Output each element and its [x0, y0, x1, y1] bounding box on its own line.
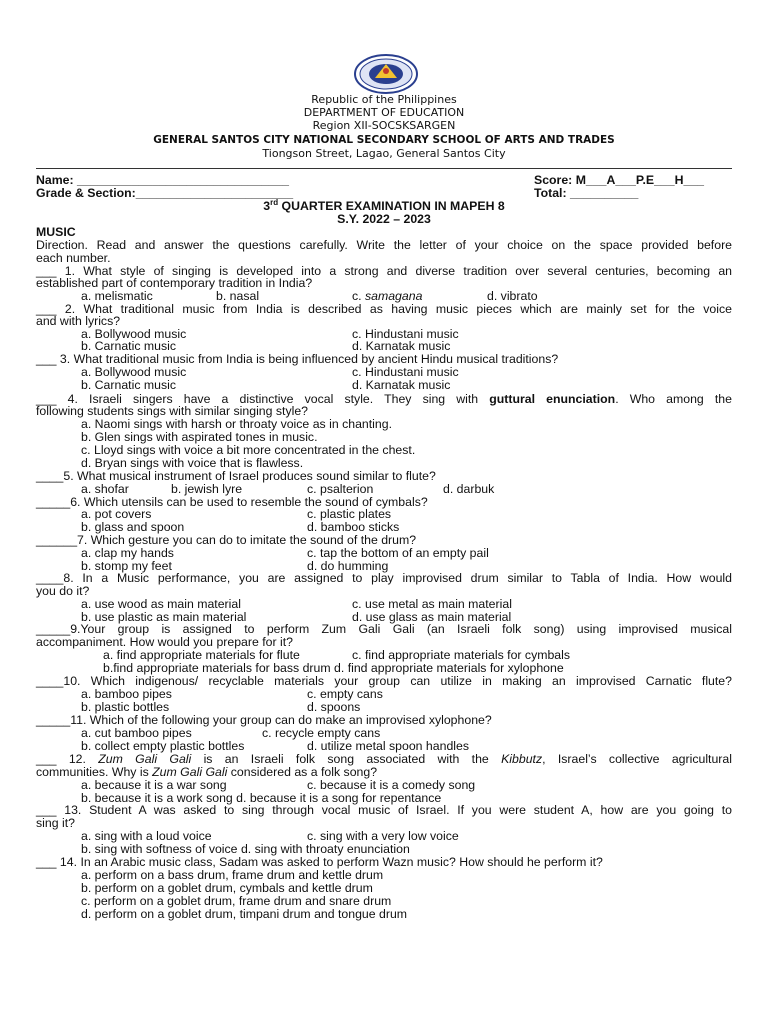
q3-choice-d: d. Karnatak music [352, 378, 451, 392]
q5-choice-d: d. darbuk [443, 482, 495, 496]
q3-choice-a: a. Bollywood music [81, 365, 187, 379]
q9-choice-c: c. find appropriate materials for cymbals [352, 648, 571, 662]
header-address: Tiongson Street, Lagao, General Santos City [262, 147, 506, 160]
q11-choice-b: b. collect empty plastic bottles [81, 739, 245, 753]
score-field: Score: M___A___P.E___H___ [534, 173, 704, 187]
question-12: ___ 12. Zum Gali Gali is an Israeli folk song associated with the Kibbutz, Israel’s collective agricultural [36, 752, 732, 766]
q1-choice-b: b. nasal [216, 289, 260, 303]
q8-choice-d: d. use glass as main material [352, 610, 512, 624]
q10-choice-a: a. bamboo pipes [81, 687, 172, 701]
q3-choice-c: c. Hindustani music [352, 365, 459, 379]
question-10: ____10. Which indigenous/ recyclable materials your group can utilize in making an improvised Carnatic flute? [36, 674, 732, 688]
q5-choice-a: a. shofar [81, 482, 129, 496]
question-12-cont: communities. Why is Zum Gali Gali considered as a folk song? [36, 765, 378, 779]
q4-choice-c: c. Lloyd sings with voice a bit more concentrated in the chest. [81, 443, 416, 457]
q6-choice-a: a. pot covers [81, 507, 152, 521]
question-3: ___ 3. What traditional music from India is being influenced by ancient Hindu musical traditions? [36, 352, 559, 366]
q10-choice-d: d. spoons [307, 700, 361, 714]
header-department: DEPARTMENT OF EDUCATION [303, 106, 465, 119]
question-14: ___ 14. In an Arabic music class, Sadam was asked to perform Wazn music? How should he perform it? [36, 855, 603, 869]
q13-choice-bd: b. sing with softness of voice d. sing with throaty enunciation [81, 842, 410, 856]
question-13: ___ 13. Student A was asked to sing through vocal music of Israel. If you were student A, how are you going to [36, 803, 732, 817]
q8-choice-c: c. use metal as main material [352, 597, 512, 611]
q9-choice-bd: b.find appropriate materials for bass drum d. find appropriate materials for xylophone [103, 661, 564, 675]
q2-choice-b: b. Carnatic music [81, 339, 176, 353]
section-heading: MUSIC [36, 225, 76, 239]
total-field: Total: __________ [534, 186, 639, 200]
question-13-cont: sing it? [36, 816, 75, 830]
q8-choice-b: b. use plastic as main material [81, 610, 247, 624]
q9-choice-a: a. find appropriate materials for flute [103, 648, 300, 662]
header-divider [36, 168, 732, 169]
q10-choice-b: b. plastic bottles [81, 700, 170, 714]
q5-choice-c: c. psalterion [307, 482, 374, 496]
q11-choice-a: a. cut bamboo pipes [81, 726, 192, 740]
deped-seal-logo [353, 54, 419, 94]
q7-choice-d: d. do humming [307, 559, 389, 573]
q4-choice-a: a. Naomi sings with harsh or throaty voice as in chanting. [81, 417, 392, 431]
grade-section-field: Grade & Section:_______________________ [36, 186, 294, 200]
q2-choice-a: a. Bollywood music [81, 327, 187, 341]
question-6: _____6. Which utensils can be used to resemble the sound of cymbals? [36, 495, 428, 509]
q12-choice-a: a. because it is a war song [81, 778, 227, 792]
question-1-cont: established part of contemporary tradition in India? [36, 276, 313, 290]
q2-choice-c: c. Hindustani music [352, 327, 459, 341]
question-8-cont: you do it? [36, 584, 90, 598]
direction-line-2: each number. [36, 251, 111, 265]
q4-choice-b: b. Glen sings with aspirated tones in music. [81, 430, 318, 444]
exam-title: 3rd QUARTER EXAMINATION IN MAPEH 8 [263, 197, 505, 213]
q6-choice-c: c. plastic plates [307, 507, 392, 521]
direction-line-1: Direction. Read and answer the questions carefully. Write the letter of your choice on the space provided before [36, 238, 732, 252]
q4-choice-d: d. Bryan sings with voice that is flawless. [81, 456, 304, 470]
q12-choice-c: c. because it is a comedy song [307, 778, 476, 792]
header-republic: Republic of the Philippines [311, 93, 457, 106]
q2-choice-d: d. Karnatak music [352, 339, 451, 353]
q13-choice-c: c. sing with a very low voice [307, 829, 459, 843]
q13-choice-a: a. sing with a loud voice [81, 829, 212, 843]
q7-choice-c: c. tap the bottom of an empty pail [307, 546, 489, 560]
question-11: _____11. Which of the following your group can do make an improvised xylophone? [36, 713, 492, 727]
q1-choice-a: a. melismatic [81, 289, 153, 303]
question-1: ___ 1. What style of singing is developed into a strong and diverse tradition over several centuries, becoming an [36, 264, 732, 278]
header-region: Region XII-SOCSKSARGEN [312, 119, 456, 132]
header-school: GENERAL SANTOS CITY NATIONAL SECONDARY SCHOOL OF ARTS AND TRADES [153, 134, 615, 146]
q12-choice-bd: b. because it is a work song d. because it is a song for repentance [81, 791, 442, 805]
question-2: ___ 2. What traditional music from India is described as having music pieces which are mainly set for the voice [36, 302, 732, 316]
question-4-cont: following students sings with similar singing style? [36, 404, 309, 418]
q6-choice-b: b. glass and spoon [81, 520, 185, 534]
q14-choice-b: b. perform on a goblet drum, cymbals and kettle drum [81, 881, 373, 895]
q7-choice-b: b. stomp my feet [81, 559, 172, 573]
question-9: _____9.Your group is assigned to perform Zum Gali Gali (an Israeli folk song) using improvised musical [36, 622, 732, 636]
q1-choice-d: d. vibrato [487, 289, 538, 303]
name-field: Name: _______________________________ [36, 173, 290, 187]
question-7: ______7. Which gesture you can do to imitate the sound of the drum? [36, 533, 417, 547]
question-4: ___ 4. Israeli singers have a distinctive vocal style. They sing with guttural enunciation. Who among the [36, 392, 732, 406]
question-2-cont: and with lyrics? [36, 314, 121, 328]
q6-choice-d: d. bamboo sticks [307, 520, 400, 534]
question-5: ____5. What musical instrument of Israel produces sound similar to flute? [36, 469, 436, 483]
q1-choice-c: c. samagana [352, 289, 423, 303]
q7-choice-a: a. clap my hands [81, 546, 174, 560]
q14-choice-d: d. perform on a goblet drum, timpani drum and tongue drum [81, 907, 408, 921]
q14-choice-a: a. perform on a bass drum, frame drum and kettle drum [81, 868, 384, 882]
q11-choice-c: c. recycle empty cans [262, 726, 381, 740]
q8-choice-a: a. use wood as main material [81, 597, 241, 611]
q11-choice-d: d. utilize metal spoon handles [307, 739, 470, 753]
question-8: ____8. In a Music performance, you are assigned to play improvised drum similar to Tabla of India. How would [36, 571, 732, 585]
q10-choice-c: c. empty cans [307, 687, 383, 701]
q14-choice-c: c. perform on a goblet drum, frame drum and snare drum [81, 894, 392, 908]
q3-choice-b: b. Carnatic music [81, 378, 176, 392]
q5-choice-b: b. jewish lyre [171, 482, 243, 496]
question-9-cont: accompaniment. How would you prepare for it? [36, 635, 293, 649]
school-year: S.Y. 2022 – 2023 [337, 212, 431, 226]
